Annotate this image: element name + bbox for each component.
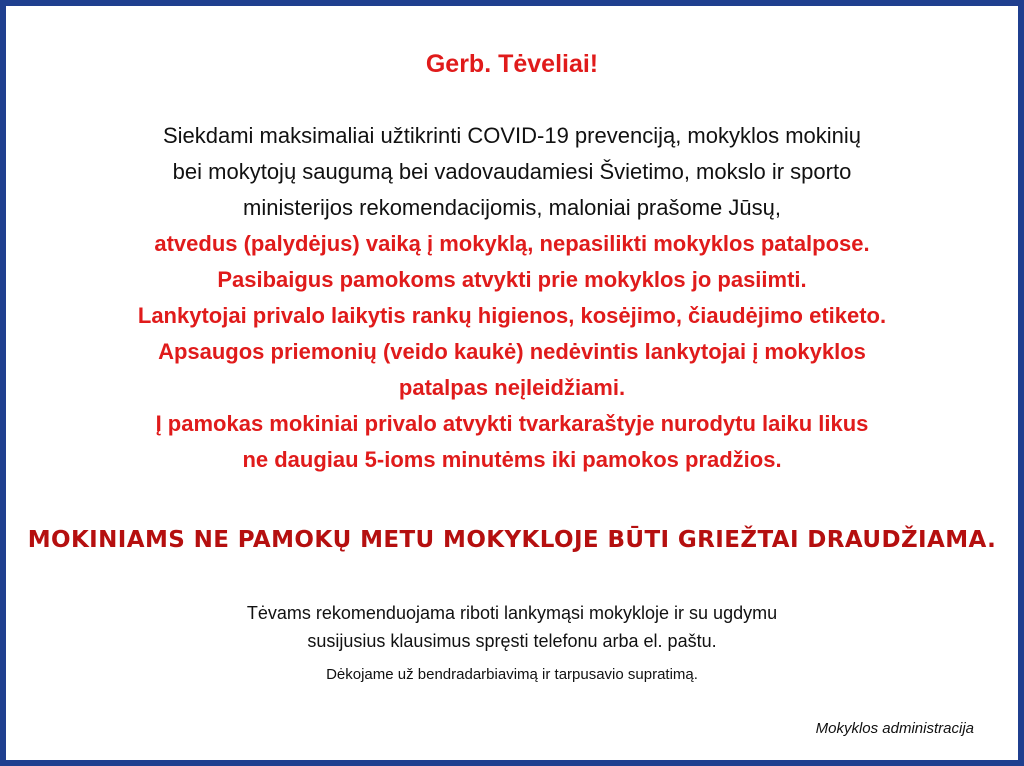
rules-paragraph <box>6 226 1018 478</box>
warning-banner: MOKINIAMS NE PAMOKŲ METU MOKYKLOJE BŪTI GRIEŽTAI DRAUDŽIAMA. <box>27 527 997 553</box>
notice-title: Gerb. Tėveliai! <box>425 50 599 78</box>
signature: Mokyklos administracija <box>815 720 974 737</box>
intro-paragraph <box>6 118 1018 226</box>
recommendation-line: Tėvams rekomenduojama riboti lankymąsi mokykloje ir su ugdymu <box>246 603 778 623</box>
rule-line: atvedus (palydėjus) vaiką į mokyklą, nepasilikti mokyklos patalpose. <box>154 231 870 256</box>
recommendation-line: susijusius klausimus spręsti telefonu arba el. paštu. <box>307 631 717 651</box>
rule-line: Lankytojai privalo laikytis rankų higienos, kosėjimo, čiaudėjimo etiketo. <box>137 303 887 328</box>
recommendation-paragraph <box>6 599 1018 655</box>
rule-line: Į pamokas mokiniai privalo atvykti tvarkaraštyje nurodytu laiku likus <box>155 411 869 436</box>
rule-line: patalpas neįleidžiami. <box>398 375 626 400</box>
thanks-note: Dėkojame už bendradarbiavimą ir tarpusavio supratimą. <box>326 666 698 683</box>
rule-line: ne daugiau 5-ioms minutėms iki pamokos pradžios. <box>242 447 782 472</box>
rule-line: Apsaugos priemonių (veido kaukė) nedėvintis lankytojai į mokyklos <box>158 339 866 364</box>
intro-line: ministerijos rekomendacijomis, maloniai prašome Jūsų, <box>243 195 781 220</box>
intro-line: Siekdami maksimaliai užtikrinti COVID-19 prevenciją, mokyklos mokinių <box>162 123 862 148</box>
intro-line: bei mokytojų saugumą bei vadovaudamiesi Švietimo, mokslo ir sporto <box>172 159 852 184</box>
rule-line: Pasibaigus pamokoms atvykti prie mokyklos jo pasiimti. <box>217 267 807 292</box>
